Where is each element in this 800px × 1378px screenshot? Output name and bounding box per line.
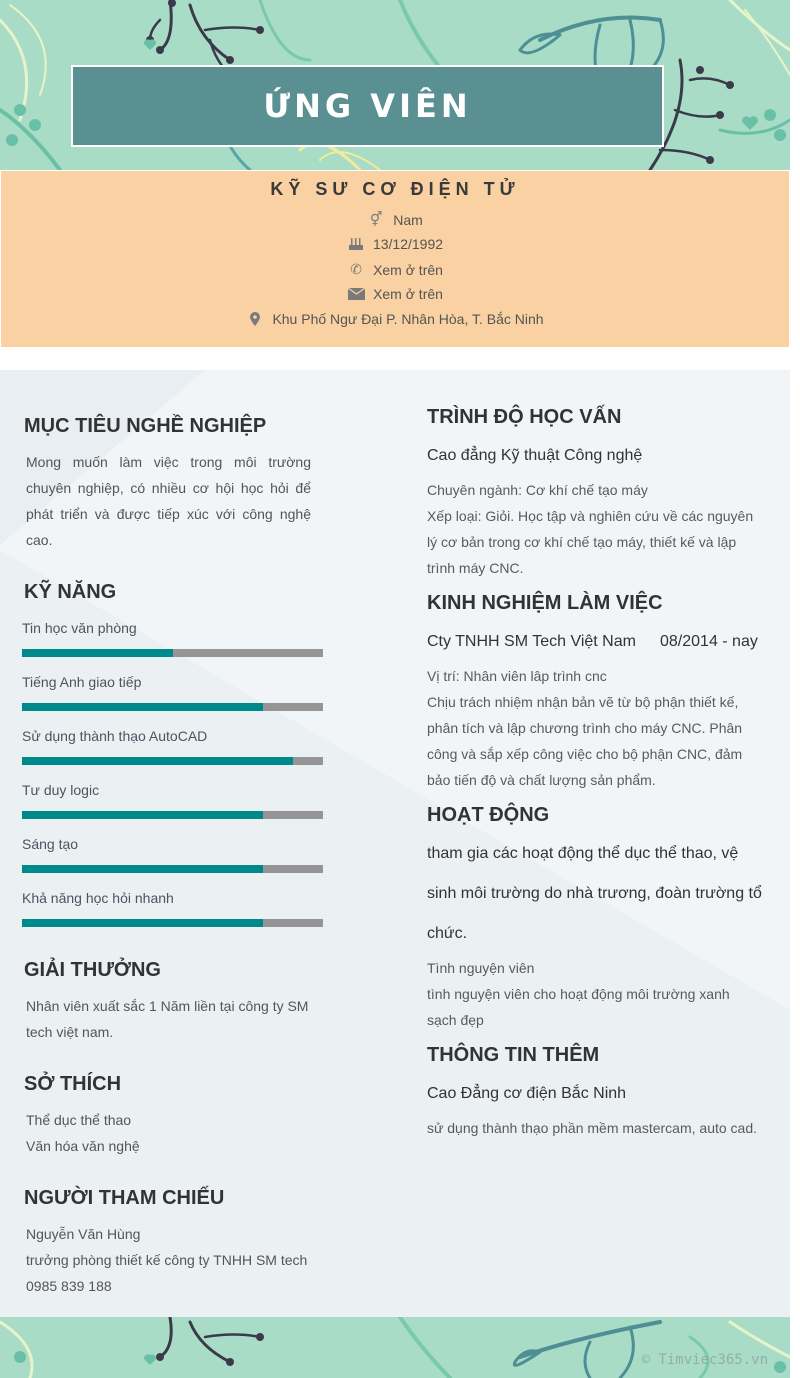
- activities-summary: tham gia các hoạt động thể dục thể thao, vệ sinh môi trường do nhà trương, đoàn trường tổ chức.: [427, 845, 762, 942]
- phone-value: Xem ở trên: [373, 261, 443, 278]
- additional-detail: sử dụng thành thạo phần mềm mastercam, auto cad.: [427, 1120, 758, 1136]
- objective-text: Mong muốn làm việc trong môi trường chuyên nghiệp, có nhiều cơ hội học hỏi để phát triển và được tiếp xúc với công nghệ cao.: [26, 454, 311, 548]
- email-value: Xem ở trên: [373, 286, 443, 302]
- hobby-item: Thể dục thể thao: [26, 1112, 132, 1128]
- skill-bar-fill: [22, 649, 173, 657]
- gender-value: Nam: [393, 211, 423, 228]
- cv-main-content: [0, 370, 790, 1317]
- map-marker-icon: [246, 312, 264, 326]
- objective-heading: MỤC TIÊU NGHỀ NGHIỆP: [24, 415, 267, 437]
- info-address: [1, 311, 789, 327]
- activities-role: Tình nguyện viên: [427, 960, 535, 976]
- reference-position: trưởng phòng thiết kế công ty TNHH SM tech: [26, 1252, 308, 1268]
- skill-label: Tin học văn phòng: [22, 620, 137, 636]
- skill-label: Sáng tạo: [22, 836, 79, 852]
- reference-phone: 0985 839 188: [26, 1278, 112, 1294]
- experience-company: Cty TNHH SM Tech Việt Nam: [427, 633, 636, 650]
- skill-label: Sử dụng thành thạo AutoCAD: [22, 728, 208, 744]
- skill-bar-hoc-hoi: [22, 919, 323, 927]
- education-school: Cao đẳng Kỹ thuật Công nghệ: [427, 447, 643, 464]
- experience-period: 08/2014 - nay: [660, 633, 758, 650]
- skill-bar-autocad: [22, 757, 323, 765]
- gender-icon: ⚥: [369, 211, 383, 227]
- info-gender: [1, 211, 789, 228]
- additional-heading: THÔNG TIN THÊM: [427, 1044, 600, 1066]
- references-heading: NGƯỜI THAM CHIẾU: [24, 1187, 225, 1209]
- watermark: © Timviec365.vn: [641, 1352, 768, 1368]
- skill-label: Tiếng Anh giao tiếp: [22, 674, 142, 690]
- awards-text: Nhân viên xuất sắc 1 Năm liền tại công ty SM tech việt nam.: [26, 998, 309, 1040]
- reference-name: Nguyễn Văn Hùng: [26, 1226, 141, 1242]
- awards-heading: GIẢI THƯỞNG: [24, 959, 161, 981]
- skill-label: Khả năng học hỏi nhanh: [22, 890, 174, 906]
- candidate-title: ỨNG VIÊN: [263, 87, 472, 125]
- experience-detail: Chịu trách nhiệm nhận bản vẽ từ bộ phận thiết kế, phân tích và lập chương trình cho máy CNC. Phân công và sắp xếp công việc cho bộ phận CNC, đảm bảo tiến độ và chất lượng sản phẩm.: [427, 694, 743, 788]
- info-email: [1, 286, 789, 302]
- birthday-value: 13/12/1992: [372, 236, 444, 252]
- address-value: Khu Phố Ngư Đại P. Nhân Hòa, T. Bắc Ninh: [272, 311, 544, 327]
- education-heading: TRÌNH ĐỘ HỌC VẤN: [427, 406, 622, 428]
- skill-bar-fill: [22, 811, 263, 819]
- skill-bar-fill: [22, 703, 263, 711]
- skill-bar-tieng-anh: [22, 703, 323, 711]
- floral-footer-banner: [0, 1317, 790, 1378]
- experience-position: Vị trí: Nhân viên lâp trình cnc: [427, 668, 607, 684]
- candidate-title-box: [71, 65, 664, 147]
- skill-bar-fill: [22, 757, 293, 765]
- job-title: KỸ SƯ CƠ ĐIỆN TỬ: [270, 179, 520, 199]
- activities-heading: HOẠT ĐỘNG: [427, 804, 550, 826]
- info-birthday: [1, 236, 789, 252]
- skills-heading: KỸ NĂNG: [24, 581, 117, 603]
- experience-heading: KINH NGHIỆM LÀM VIỆC: [427, 592, 663, 614]
- hobby-item: Văn hóa văn nghệ: [26, 1138, 140, 1154]
- skill-bar-tu-duy: [22, 811, 323, 819]
- activities-detail: tình nguyện viên cho hoạt động môi trường xanh sạch đẹp: [427, 986, 730, 1028]
- birthday-cake-icon: [347, 237, 365, 251]
- education-major: Chuyên ngành: Cơ khí chế tạo máy: [427, 482, 648, 498]
- skill-bar-fill: [22, 919, 263, 927]
- envelope-icon: [347, 288, 365, 300]
- education-detail: Xếp loại: Giỏi. Học tập và nghiên cứu về các nguyên lý cơ bản trong cơ khí chế tạo máy, thiết kế và lập trình máy CNC.: [427, 508, 754, 576]
- personal-info-section: [1, 171, 789, 347]
- info-phone: [1, 261, 789, 278]
- hobbies-heading: SỞ THÍCH: [24, 1073, 122, 1095]
- phone-icon: ✆: [350, 261, 362, 277]
- additional-title: Cao Đẳng cơ điện Bắc Ninh: [427, 1085, 627, 1102]
- skill-bar-tin-hoc: [22, 649, 323, 657]
- skill-label: Tư duy logic: [22, 782, 100, 798]
- skill-bar-fill: [22, 865, 263, 873]
- floral-decoration-icon: [0, 1317, 790, 1378]
- skill-bar-sang-tao: [22, 865, 323, 873]
